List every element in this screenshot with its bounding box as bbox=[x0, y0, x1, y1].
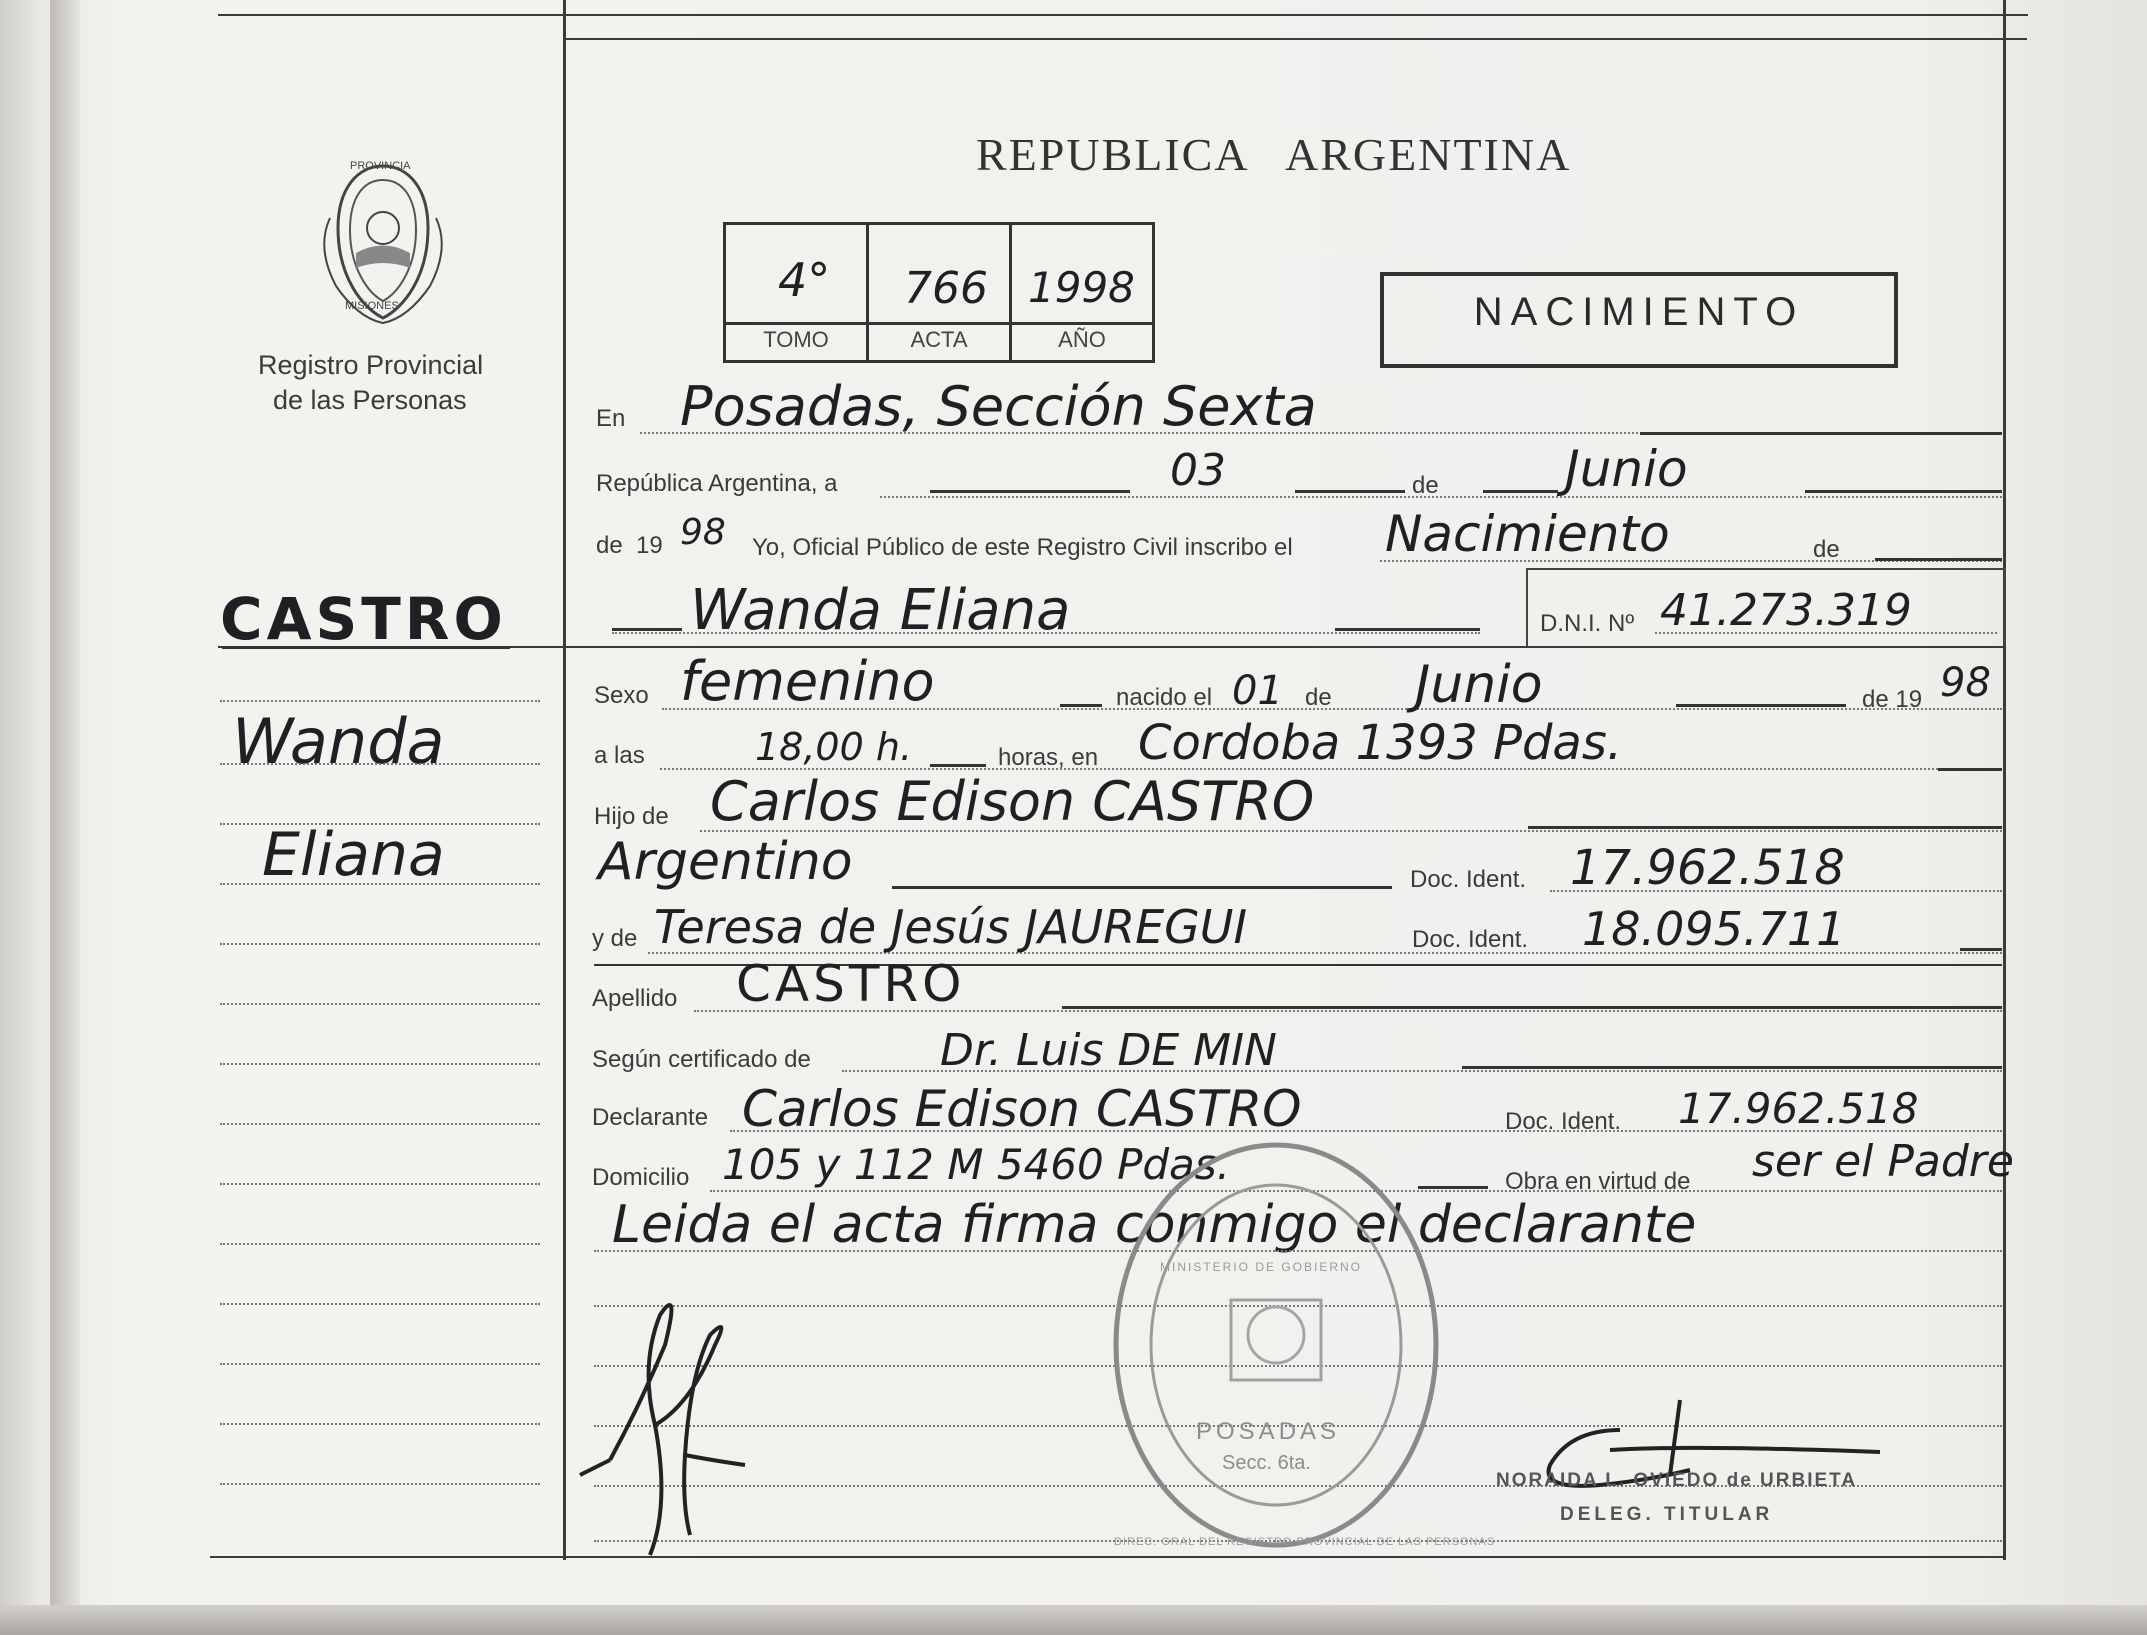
value-nombre: Wanda Eliana bbox=[690, 578, 1071, 643]
value-padre-nac: Argentino bbox=[598, 832, 853, 892]
stamp-secc: Secc. 6ta. bbox=[1222, 1452, 1311, 1474]
label-yo-oficial: Yo, Oficial Público de este Registro Civil inscribo el bbox=[752, 534, 1293, 561]
value-mes: Junio bbox=[1565, 440, 1688, 498]
anio-label: AÑO bbox=[1058, 327, 1106, 352]
top-border-line bbox=[218, 14, 2028, 16]
label-apellido: Apellido bbox=[592, 985, 678, 1012]
label-y-de: y de bbox=[592, 925, 638, 952]
anio-value: 1998 bbox=[1028, 263, 1135, 312]
value-dia: 03 bbox=[1170, 445, 1226, 496]
value-certificado: Dr. Luis DE MIN bbox=[940, 1025, 1277, 1076]
label-de19: de 19 bbox=[596, 532, 663, 559]
binding-shadow bbox=[50, 0, 80, 1635]
value-lugar-nac: Cordoba 1393 Pdas. bbox=[1138, 715, 1623, 771]
label-dni: D.N.I. Nº bbox=[1540, 610, 1635, 637]
label-de-mid: de bbox=[1305, 684, 1332, 711]
label-nacido-el: nacido el bbox=[1116, 684, 1213, 711]
label-doc-ident-3: Doc. Ident. bbox=[1505, 1108, 1622, 1135]
value-lugar: Posadas, Sección Sexta bbox=[680, 375, 1317, 438]
value-apellido: CASTRO bbox=[736, 955, 966, 1013]
stamp-city: POSADAS bbox=[1196, 1418, 1341, 1445]
label-republica: República Argentina, a bbox=[596, 470, 838, 497]
value-declarante-doc: 17.962.518 bbox=[1678, 1084, 1919, 1133]
value-madre: Teresa de Jesús JAUREGUI bbox=[654, 900, 1248, 954]
label-a-las: a las bbox=[594, 742, 645, 769]
value-dni: 41.273.319 bbox=[1660, 585, 1912, 636]
label-segun: Según certificado de bbox=[592, 1046, 811, 1073]
label-domicilio: Domicilio bbox=[592, 1164, 690, 1191]
stamp-ring-text: DIREC. GRAL DEL REGISTRO PROVINCIAL DE LAS PERSONAS bbox=[1114, 1536, 1496, 1548]
value-nota: Leida el acta firma conmigo el declarante bbox=[612, 1195, 1697, 1255]
label-hijo-de: Hijo de bbox=[594, 803, 669, 830]
value-sexo: femenino bbox=[680, 650, 935, 713]
tomo-value: 4° bbox=[778, 253, 831, 307]
margin-name1: Wanda bbox=[232, 705, 445, 778]
tomo-label: TOMO bbox=[763, 327, 829, 352]
acta-label: ACTA bbox=[910, 327, 968, 352]
official-stamp bbox=[1106, 1130, 1446, 1560]
value-domicilio: 105 y 112 M 5460 Pdas. bbox=[722, 1140, 1231, 1189]
column-divider bbox=[563, 0, 566, 1560]
value-acto: Nacimiento bbox=[1385, 505, 1670, 563]
label-de: de bbox=[1412, 472, 1439, 499]
value-hora: 18,00 h. bbox=[755, 725, 913, 769]
left-signature bbox=[570, 1285, 770, 1565]
label-horas-en: horas, en bbox=[998, 744, 1099, 771]
value-nacido-anio: 98 bbox=[1940, 660, 1991, 706]
label-de-end: de bbox=[1813, 536, 1840, 563]
seal-top-text: PROVINCIA bbox=[350, 160, 411, 172]
label-sexo: Sexo bbox=[594, 682, 649, 709]
signatory-name: NORAIDA L. OVIEDO de URBIETA bbox=[1496, 1470, 1858, 1491]
value-obra: ser el Padre bbox=[1752, 1136, 2014, 1187]
right-signature bbox=[1540, 1390, 1900, 1510]
label-doc-ident-1: Doc. Ident. bbox=[1410, 866, 1527, 893]
margin-surname: CASTRO bbox=[220, 585, 507, 653]
label-declarante: Declarante bbox=[592, 1104, 709, 1131]
registry-name-line2: de las Personas bbox=[273, 385, 467, 415]
page-edge-shadow bbox=[0, 1605, 2147, 1635]
label-de-19: de 19 bbox=[1862, 686, 1923, 713]
value-nacido-mes: Junio bbox=[1415, 655, 1543, 715]
registry-name-line1: Registro Provincial bbox=[258, 350, 484, 380]
value-padre-doc: 17.962.518 bbox=[1570, 840, 1845, 896]
value-madre-doc: 18.095.711 bbox=[1582, 902, 1846, 956]
value-padre: Carlos Edison CASTRO bbox=[710, 770, 1315, 833]
acta-box bbox=[723, 222, 1155, 363]
signatory-title: DELEG. TITULAR bbox=[1560, 1504, 1774, 1525]
label-en: En bbox=[596, 405, 626, 432]
header-divider-line bbox=[565, 38, 2027, 40]
margin-name2: Eliana bbox=[262, 820, 445, 890]
stamp-inner-text: MINISTERIO DE GOBIERNO bbox=[1160, 1260, 1363, 1274]
value-declarante: Carlos Edison CASTRO bbox=[742, 1080, 1302, 1138]
right-border bbox=[2003, 0, 2006, 1560]
seal-bottom-text: MISIONES bbox=[345, 300, 399, 312]
acta-value: 766 bbox=[904, 263, 988, 314]
label-doc-ident-2: Doc. Ident. bbox=[1412, 926, 1529, 953]
country-title: REPUBLICA ARGENTINA bbox=[976, 129, 1572, 180]
value-anio: 98 bbox=[680, 512, 726, 553]
record-type-label: NACIMIENTO bbox=[1473, 290, 1805, 334]
value-nacido-dia: 01 bbox=[1232, 668, 1283, 714]
label-obra: Obra en virtud de bbox=[1505, 1168, 1691, 1195]
